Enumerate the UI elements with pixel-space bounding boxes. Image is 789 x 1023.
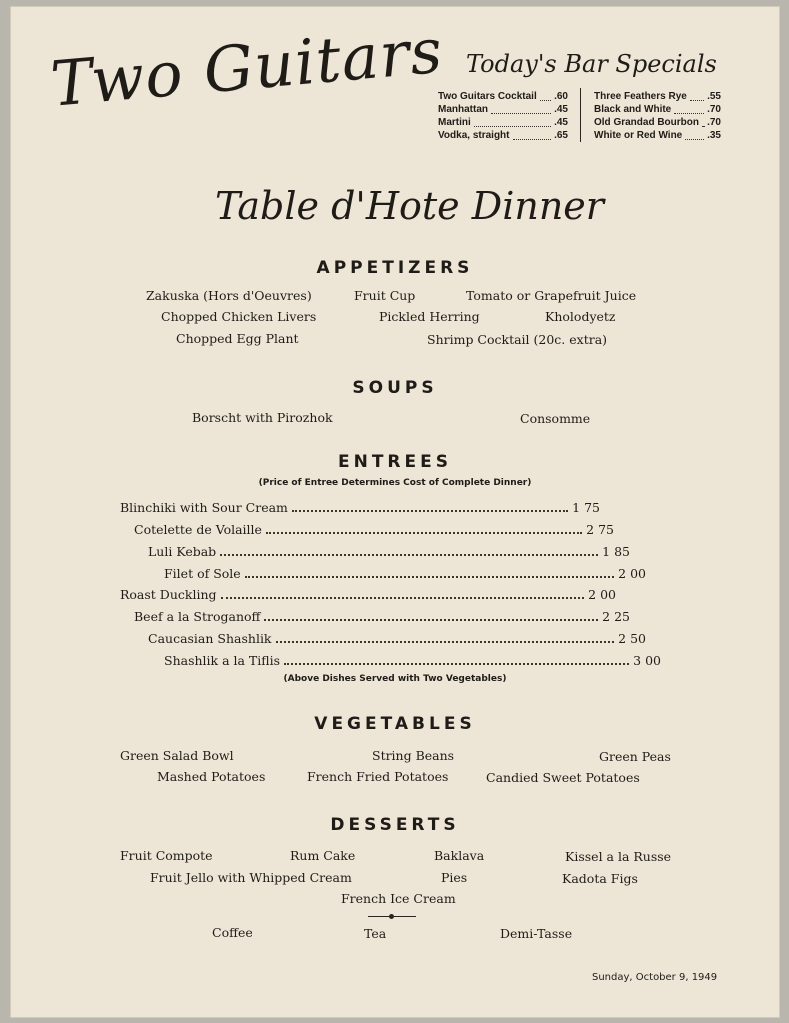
dessert-item: Rum Cake (290, 848, 356, 863)
entree-row: Beef a la Stroganoff 2 25 (134, 609, 630, 624)
bar-specials-divider (580, 88, 581, 142)
beverage-item: Tea (364, 926, 387, 941)
entree-row: Caucasian Shashlik 2 50 (148, 631, 646, 646)
dessert-item: French Ice Cream (341, 891, 456, 906)
vegetable-item: String Beans (372, 748, 455, 763)
menu-page (10, 6, 780, 1018)
dessert-item: Baklava (434, 848, 485, 863)
appetizer-item: Zakuska (Hors d'Oeuvres) (146, 288, 312, 303)
dessert-item: Fruit Compote (120, 848, 213, 863)
entrees-price-note: (Price of Entree Determines Cost of Complete Dinner) (258, 478, 532, 488)
soup-item: Borscht with Pirozhok (192, 410, 333, 425)
entree-row: Blinchiki with Sour Cream 1 75 (120, 500, 600, 515)
appetizer-item: Fruit Cup (354, 288, 416, 303)
entree-row: Cotelette de Volaille 2 75 (134, 522, 614, 537)
beverage-item: Demi-Tasse (500, 926, 573, 941)
bar-special-item: Old Grandad Bourbon .70 (594, 117, 721, 128)
bar-specials-left-column (438, 90, 568, 142)
entrees-vegetables-note: (Above Dishes Served with Two Vegetables) (283, 674, 507, 684)
restaurant-logo: Two Guitars (48, 13, 446, 121)
appetizer-item: Pickled Herring (379, 309, 480, 324)
bar-special-item: Manhattan .45 (438, 104, 568, 115)
dessert-item: Kissel a la Russe (565, 849, 672, 864)
vegetable-item: Green Peas (599, 749, 671, 764)
vegetable-item: Mashed Potatoes (157, 769, 266, 784)
appetizer-item: Kholodyetz (545, 309, 616, 324)
bar-specials-right-column (594, 90, 721, 142)
vegetable-item: Green Salad Bowl (120, 748, 234, 763)
bar-specials-title: Today's Bar Specials (466, 50, 717, 78)
entree-row: Luli Kebab 1 85 (148, 544, 630, 559)
bar-special-item: Black and White .70 (594, 104, 721, 115)
appetizer-item: Chopped Chicken Livers (161, 309, 317, 324)
menu-date: Sunday, October 9, 1949 (592, 972, 718, 983)
dessert-item: Fruit Jello with Whipped Cream (150, 870, 352, 885)
soups-heading: SOUPS (352, 378, 438, 398)
ornamental-divider-dot (389, 914, 394, 919)
vegetable-item: French Fried Potatoes (307, 769, 449, 784)
appetizer-item: Shrimp Cocktail (20c. extra) (427, 332, 608, 347)
dessert-item: Kadota Figs (562, 871, 638, 886)
menu-title: Table d'Hote Dinner (215, 184, 604, 228)
vegetable-item: Candied Sweet Potatoes (486, 770, 640, 785)
appetizer-item: Tomato or Grapefruit Juice (466, 288, 637, 303)
appetizer-item: Chopped Egg Plant (176, 331, 299, 346)
bar-special-item: White or Red Wine .35 (594, 130, 721, 141)
vegetables-heading: VEGETABLES (314, 714, 476, 734)
bar-special-item: Vodka, straight .65 (438, 130, 568, 141)
entree-row: Roast Duckling 2 00 (120, 587, 616, 602)
entree-row: Shashlik a la Tiflis 3 00 (164, 653, 661, 668)
soup-item: Consomme (520, 411, 591, 426)
beverage-item: Coffee (212, 925, 253, 940)
bar-special-item: Martini .45 (438, 117, 568, 128)
dessert-item: Pies (441, 870, 468, 885)
bar-special-item: Two Guitars Cocktail .60 (438, 91, 568, 102)
entrees-heading: ENTREES (338, 452, 452, 472)
appetizers-heading: APPETIZERS (316, 258, 474, 278)
bar-special-item: Three Feathers Rye .55 (594, 91, 721, 102)
desserts-heading: DESSERTS (330, 815, 460, 835)
entree-row: Filet of Sole 2 00 (164, 566, 646, 581)
